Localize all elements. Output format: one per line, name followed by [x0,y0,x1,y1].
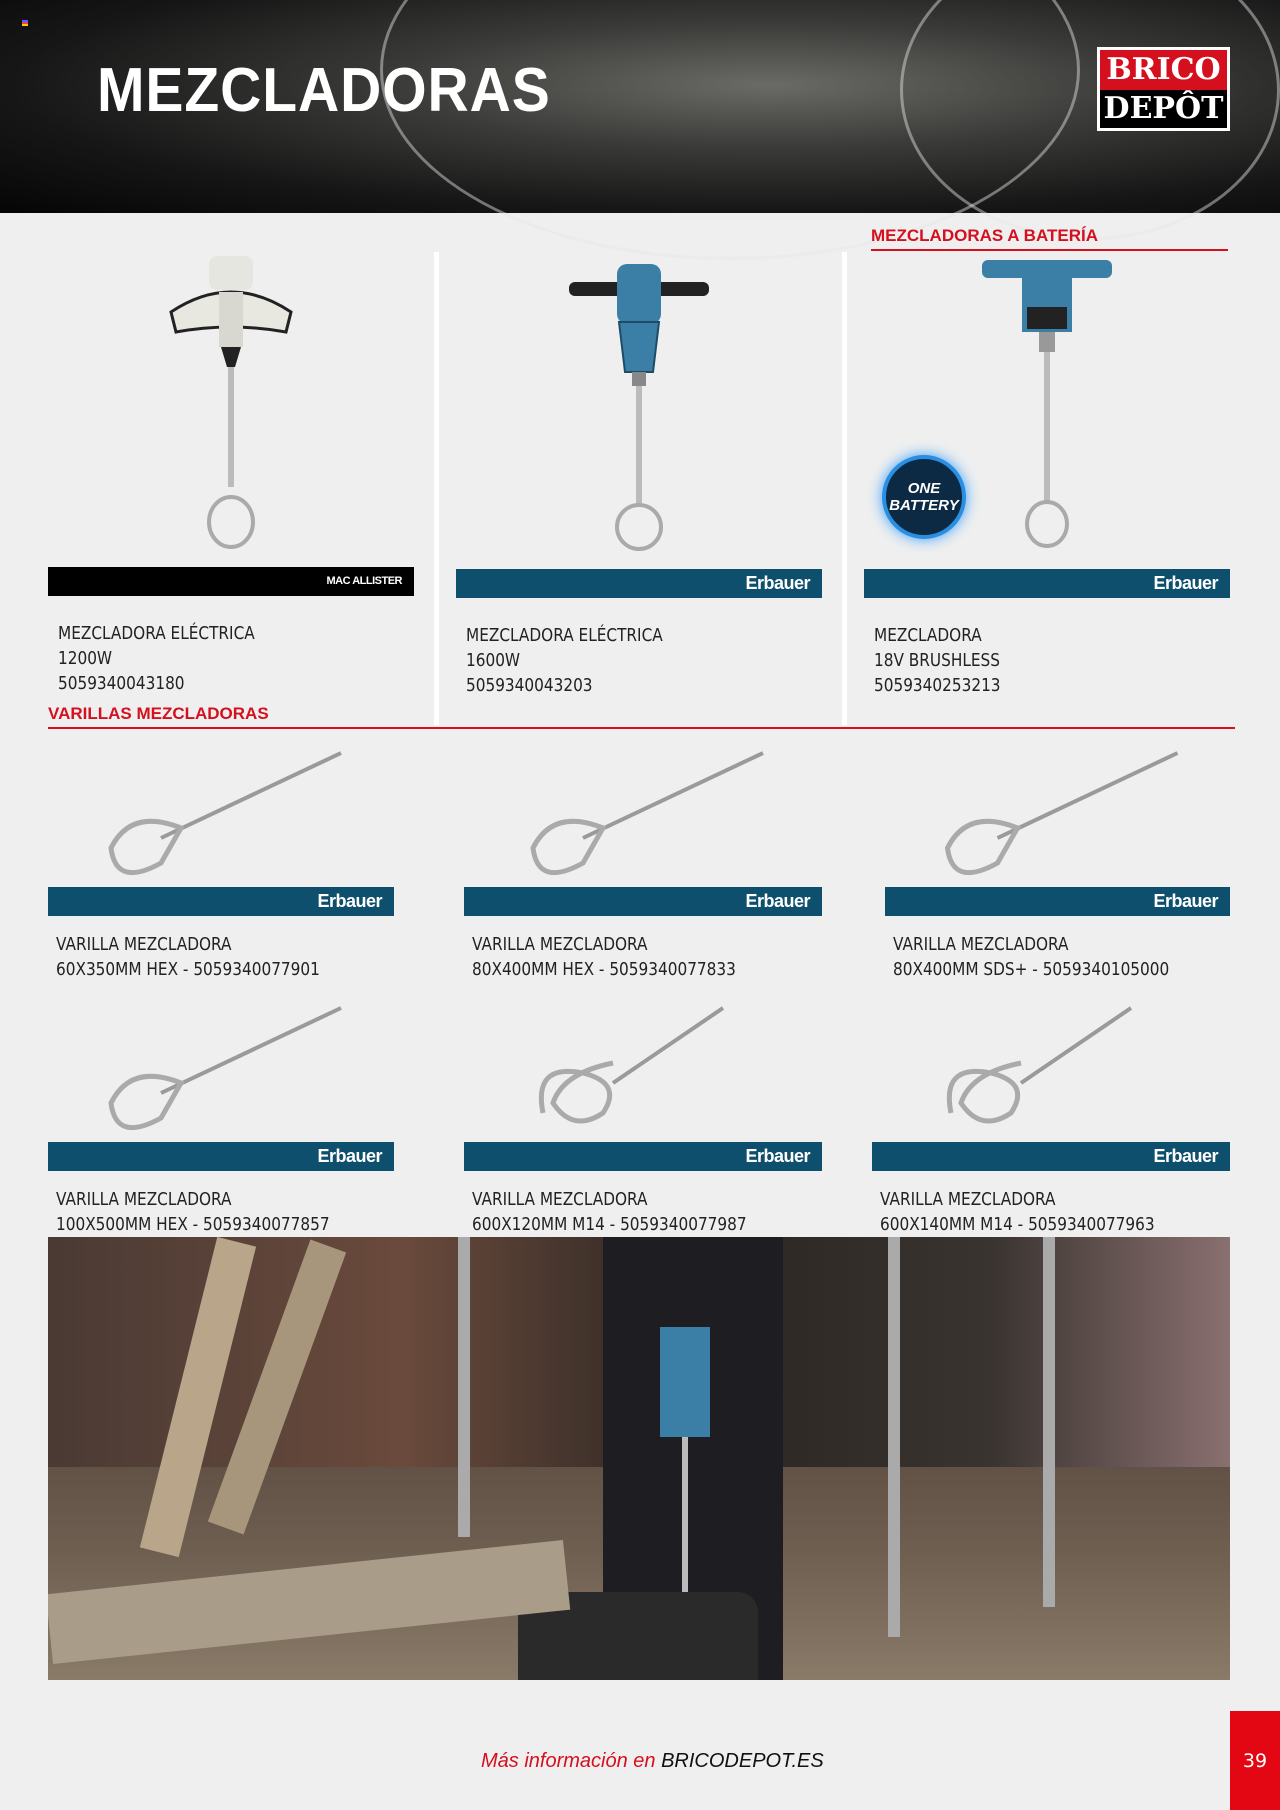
product-image [48,748,394,887]
brand-bar [885,887,1230,916]
brand-bar [864,569,1230,598]
erbauer-logo: Erbauer [1153,891,1218,911]
product-name: VARILLA MEZCLADORA [56,934,232,955]
product-name: MEZCLADORA ELÉCTRICA [466,625,663,646]
erbauer-logo: Erbauer [745,891,810,911]
mixing-rod-image [48,748,394,887]
product-image [48,250,414,552]
product-spec: 100X500MM HEX - 5059340077857 [56,1214,330,1235]
mixer-image [559,252,719,552]
footer-text: Más información en [481,1750,662,1772]
brand-logo: MAC ALLISTER [326,575,402,587]
product-image [464,1003,822,1142]
section-title-rods: VARILLAS MEZCLADORAS [48,704,269,723]
product-spec: 18V BRUSHLESS [874,650,1000,671]
product-card-rod[interactable] [48,1003,394,1237]
product-name: VARILLA MEZCLADORA [56,1189,232,1210]
color-mark [22,20,28,26]
product-spec: 1600W [466,650,521,671]
column-divider [434,252,439,725]
lifestyle-photo [48,1237,1230,1680]
section-title-battery: MEZCLADORAS A BATERÍA [871,226,1098,245]
product-name: MEZCLADORA [874,625,982,646]
product-card-mixer-1600w[interactable] [456,250,822,698]
product-spec: 80X400MM HEX - 5059340077833 [472,959,736,980]
brand-bar [48,567,414,596]
page-number: 39 [1230,1711,1280,1810]
brand-bar [48,1142,394,1171]
mixing-rod-image [872,1003,1230,1142]
product-name: MEZCLADORA ELÉCTRICA [58,623,255,644]
mixing-rod-image [464,1003,822,1142]
page-title: MEZCLADORAS [97,56,551,125]
brico-depot-logo [1097,47,1230,131]
mixer-image [161,252,301,552]
product-ean: 5059340043203 [466,675,593,696]
product-name: VARILLA MEZCLADORA [880,1189,1056,1210]
brand-bar [464,1142,822,1171]
mixer-image [967,252,1127,552]
product-name: VARILLA MEZCLADORA [893,934,1069,955]
mixing-rod-image [885,748,1230,887]
website-link[interactable]: BRICODEPOT.ES [661,1750,824,1772]
product-card-rod[interactable] [885,748,1230,982]
product-spec: 80X400MM SDS+ - 5059340105000 [893,959,1170,980]
product-image [48,1003,394,1142]
erbauer-logo: Erbauer [317,891,382,911]
brand-bar [464,887,822,916]
product-card-rod[interactable] [48,748,394,982]
product-spec: 600X120MM M14 - 5059340077987 [472,1214,747,1235]
column-divider [842,252,847,725]
product-image [885,748,1230,887]
section-rule [48,727,1235,729]
brand-bar [872,1142,1230,1171]
footer-info [481,1750,824,1773]
erbauer-logo: Erbauer [745,1146,810,1166]
product-ean: 5059340043180 [58,673,185,694]
product-name: VARILLA MEZCLADORA [472,1189,648,1210]
badge-line: ONE [907,480,941,497]
product-spec: 600X140MM M14 - 5059340077963 [880,1214,1155,1235]
erbauer-logo: Erbauer [317,1146,382,1166]
product-card-rod[interactable] [872,1003,1230,1237]
product-ean: 5059340253213 [874,675,1001,696]
mixing-rod-image [48,1003,394,1142]
product-name: VARILLA MEZCLADORA [472,934,648,955]
logo-bottom: DEPÔT [1103,91,1224,126]
brand-bar [456,569,822,598]
product-image [456,250,822,552]
erbauer-logo: Erbauer [1153,1146,1218,1166]
erbauer-logo: Erbauer [745,573,810,593]
one-battery-badge [882,455,966,539]
product-card-rod[interactable] [464,748,822,982]
mixing-rod-image [464,748,822,887]
badge-line: BATTERY [889,497,959,514]
product-image [872,1003,1230,1142]
product-card-mixer-1200w[interactable] [48,250,414,696]
brand-bar [48,887,394,916]
logo-top: BRICO [1100,50,1227,90]
product-spec: 1200W [58,648,113,669]
product-card-rod[interactable] [464,1003,822,1237]
erbauer-logo: Erbauer [1153,573,1218,593]
product-spec: 60X350MM HEX - 5059340077901 [56,959,320,980]
product-image [464,748,822,887]
